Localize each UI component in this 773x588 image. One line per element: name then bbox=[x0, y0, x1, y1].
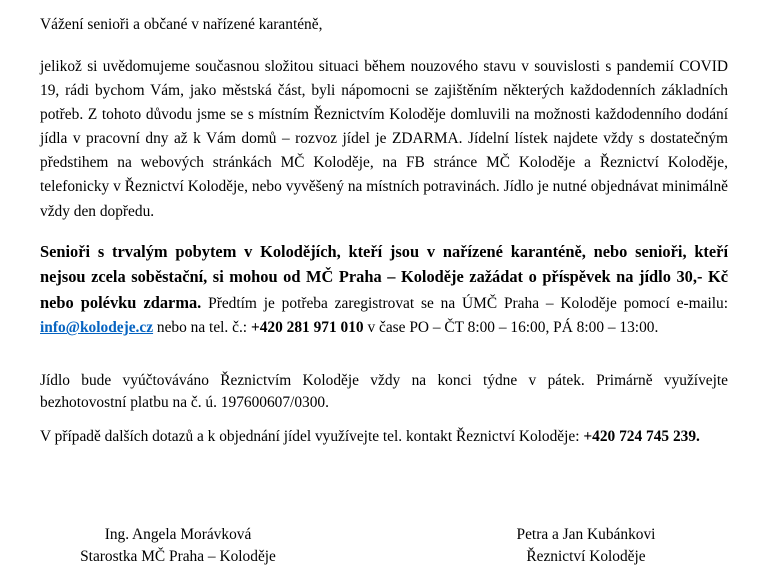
signature-mayor bbox=[62, 524, 294, 568]
intro-paragraph: jelikož si uvědomujeme současnou složitou situaci během nouzového stavu v souvislosti s pandemií COVID 19, rádi bychom Vám, jako městská část, byli nápomocni se zajištěním některých každodenních základních potřeb. Z tohoto důvodu jsme se s místním Řeznictvím Koloděje domluvili na možnosti každodenního dodání jídla v pracovní dny až k Vám domů – rozvoz jídel je ZDARMA. Jídelní lístek najdete vždy s dostatečným předstihem na webových stránkách MČ Koloděje, na FB stránce MČ Koloděje a Řeznictví Koloděje, telefonicky v Řeznictví Koloděje, nebo vyvěšený na místních potravinách. Jídlo je nutné objednávat minimálně vždy den dopředu. bbox=[40, 58, 728, 220]
contribution-paragraph bbox=[40, 240, 728, 341]
registration-text: Předtím je potřeba zaregistrovat se na ÚMČ Praha – Koloděje pomocí e-mailu: bbox=[201, 294, 728, 312]
office-hours: v čase PO – ČT 8:00 – 16:00, PÁ 8:00 – 13:00. bbox=[363, 319, 659, 337]
billing-paragraph: Jídlo bude vyúčtováváno Řeznictvím Koloděje vždy na konci týdne v pátek. Primárně využívejte bezhotovostní platbu na č. ú. 197600607/0300. bbox=[40, 372, 728, 411]
contact-text: V případě dalších dotazů a k objednání jídel využívejte tel. kontakt Řeznictví Koloděje: bbox=[40, 428, 584, 445]
signature-butcher bbox=[496, 524, 676, 568]
signature-mayor-name: Ing. Angela Morávková bbox=[104, 526, 252, 543]
email-link[interactable]: info@kolodeje.cz bbox=[40, 319, 154, 337]
signature-butcher-title: Řeznictví Koloděje bbox=[526, 548, 646, 565]
signature-butcher-name: Petra a Jan Kubánkovi bbox=[516, 526, 656, 543]
contribution-highlight: Senioři s trvalým pobytem v Kolodějích, kteří jsou v nařízené karanténě, nebo senioři, kteří nejsou zcela soběstační, si mohou od MČ Praha – Koloděje zažádat o příspěvek na jídlo 30,- Kč nebo polévku zdarma. bbox=[40, 242, 728, 312]
butcher-phone: +420 724 745 239. bbox=[583, 428, 700, 445]
phone-intro-text: nebo na tel. č.: bbox=[153, 319, 251, 337]
greeting: Vážení senioři a občané v nařízené karanténě, bbox=[40, 16, 323, 33]
contact-paragraph bbox=[40, 426, 728, 448]
signature-mayor-title: Starostka MČ Praha – Koloděje bbox=[80, 548, 276, 565]
office-phone: +420 281 971 010 bbox=[250, 319, 364, 337]
